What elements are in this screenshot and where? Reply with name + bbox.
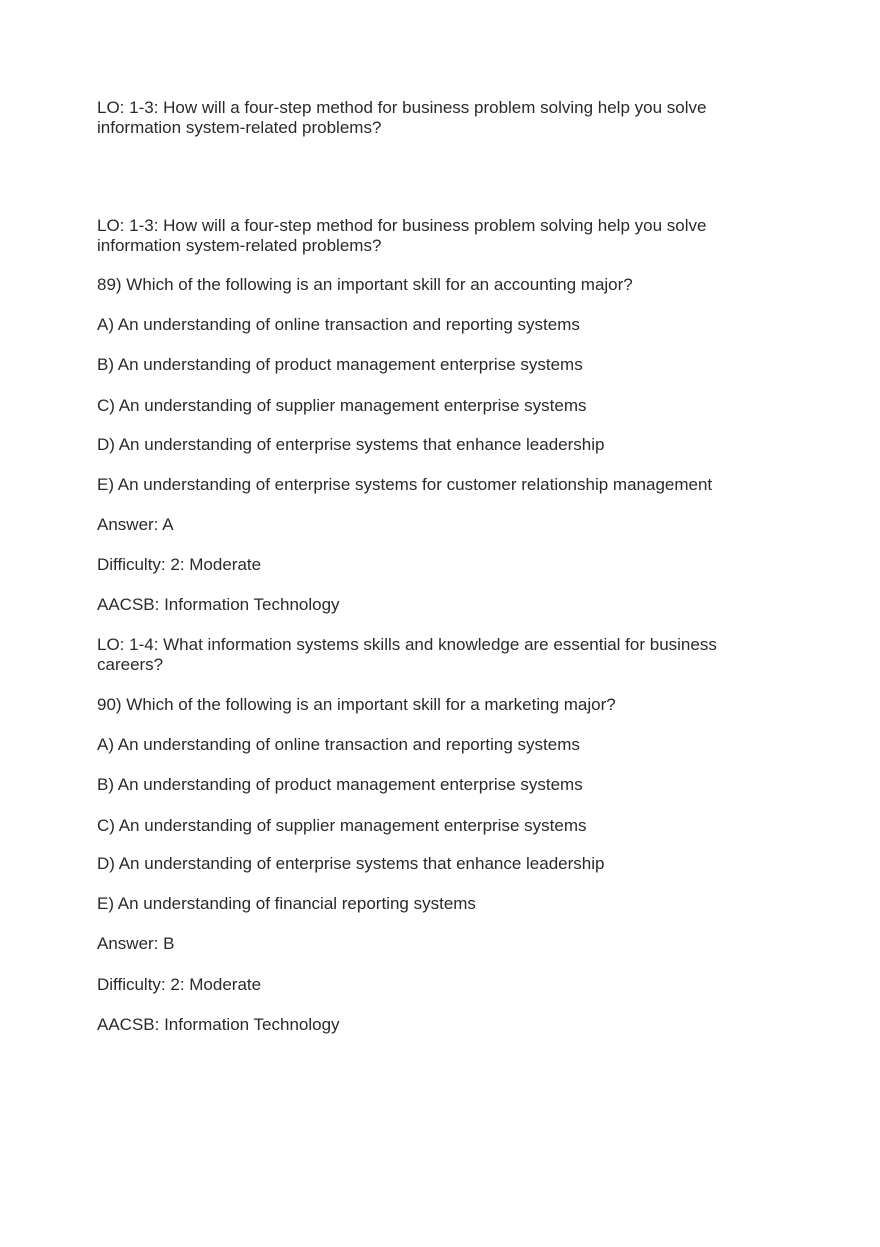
learning-objective: LO: 1-3: How will a four-step method for business problem solving help you solve information system-related problems? (97, 98, 707, 137)
question-90: 90) Which of the following is an important skill for a marketing major? (97, 695, 616, 714)
question-89: 89) Which of the following is an important skill for an accounting major? (97, 275, 633, 294)
difficulty: Difficulty: 2: Moderate (97, 555, 262, 574)
option-e: E) An understanding of financial reporting systems (97, 894, 476, 913)
learning-objective: LO: 1-4: What information systems skills and knowledge are essential for business careers? (97, 635, 717, 674)
answer: Answer: A (97, 515, 174, 534)
option-e: E) An understanding of enterprise systems for customer relationship management (97, 475, 713, 494)
option-a: A) An understanding of online transaction and reporting systems (97, 735, 580, 754)
option-c: C) An understanding of supplier management enterprise systems (97, 396, 587, 415)
aacsb: AACSB: Information Technology (97, 595, 340, 614)
aacsb: AACSB: Information Technology (97, 1015, 340, 1034)
option-c: C) An understanding of supplier management enterprise systems (97, 816, 587, 835)
option-d: D) An understanding of enterprise systems that enhance leadership (97, 435, 605, 454)
option-a: A) An understanding of online transaction and reporting systems (97, 315, 580, 334)
learning-objective: LO: 1-3: How will a four-step method for business problem solving help you solve information system-related problems? (97, 216, 707, 255)
option-b: B) An understanding of product management enterprise systems (97, 775, 583, 794)
difficulty: Difficulty: 2: Moderate (97, 975, 262, 994)
answer: Answer: B (97, 934, 175, 953)
option-d: D) An understanding of enterprise systems that enhance leadership (97, 854, 605, 873)
option-b: B) An understanding of product management enterprise systems (97, 355, 583, 374)
